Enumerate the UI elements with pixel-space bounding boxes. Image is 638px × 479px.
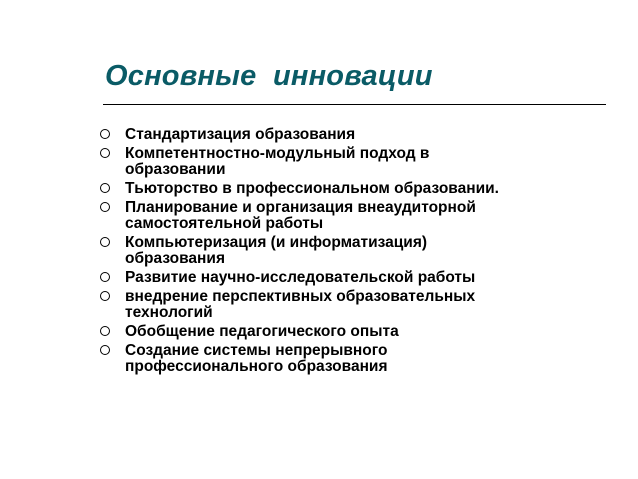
bullet-item (100, 270, 590, 286)
bullet-item (100, 235, 590, 267)
circle-bullet-icon (100, 202, 110, 212)
bullet-text: внедрение перспективных образовательных технологий (125, 288, 476, 321)
circle-bullet-icon (100, 148, 110, 158)
bullet-list (100, 127, 590, 378)
bullet-text: Тьюторство в профессиональном образовании. (125, 180, 499, 197)
circle-bullet-icon (100, 183, 110, 193)
bullet-item (100, 181, 590, 197)
circle-bullet-icon (100, 129, 110, 139)
title-divider (103, 104, 606, 105)
bullet-text: Планирование и организация внеаудиторной самостоятельной работы (125, 199, 476, 232)
bullet-text: Обобщение педагогического опыта (125, 323, 399, 340)
circle-bullet-icon (100, 326, 110, 336)
circle-bullet-icon (100, 237, 110, 247)
circle-bullet-icon (100, 291, 110, 301)
bullet-item (100, 343, 590, 375)
bullet-text: Создание системы непрерывного профессионального образования (125, 342, 388, 375)
bullet-text: Стандартизация образования (125, 126, 356, 143)
bullet-item (100, 289, 590, 321)
bullet-item (100, 127, 590, 143)
bullet-text: Компетентностно-модульный подход в образовании (125, 145, 430, 178)
slide-title: Основные инновации (105, 60, 433, 92)
circle-bullet-icon (100, 272, 110, 282)
bullet-item (100, 200, 590, 232)
bullet-item (100, 146, 590, 178)
bullet-text: Развитие научно-исследовательской работы (125, 269, 476, 286)
bullet-item (100, 324, 590, 340)
circle-bullet-icon (100, 345, 110, 355)
bullet-text: Компьютеризация (и информатизация) образования (125, 234, 428, 267)
